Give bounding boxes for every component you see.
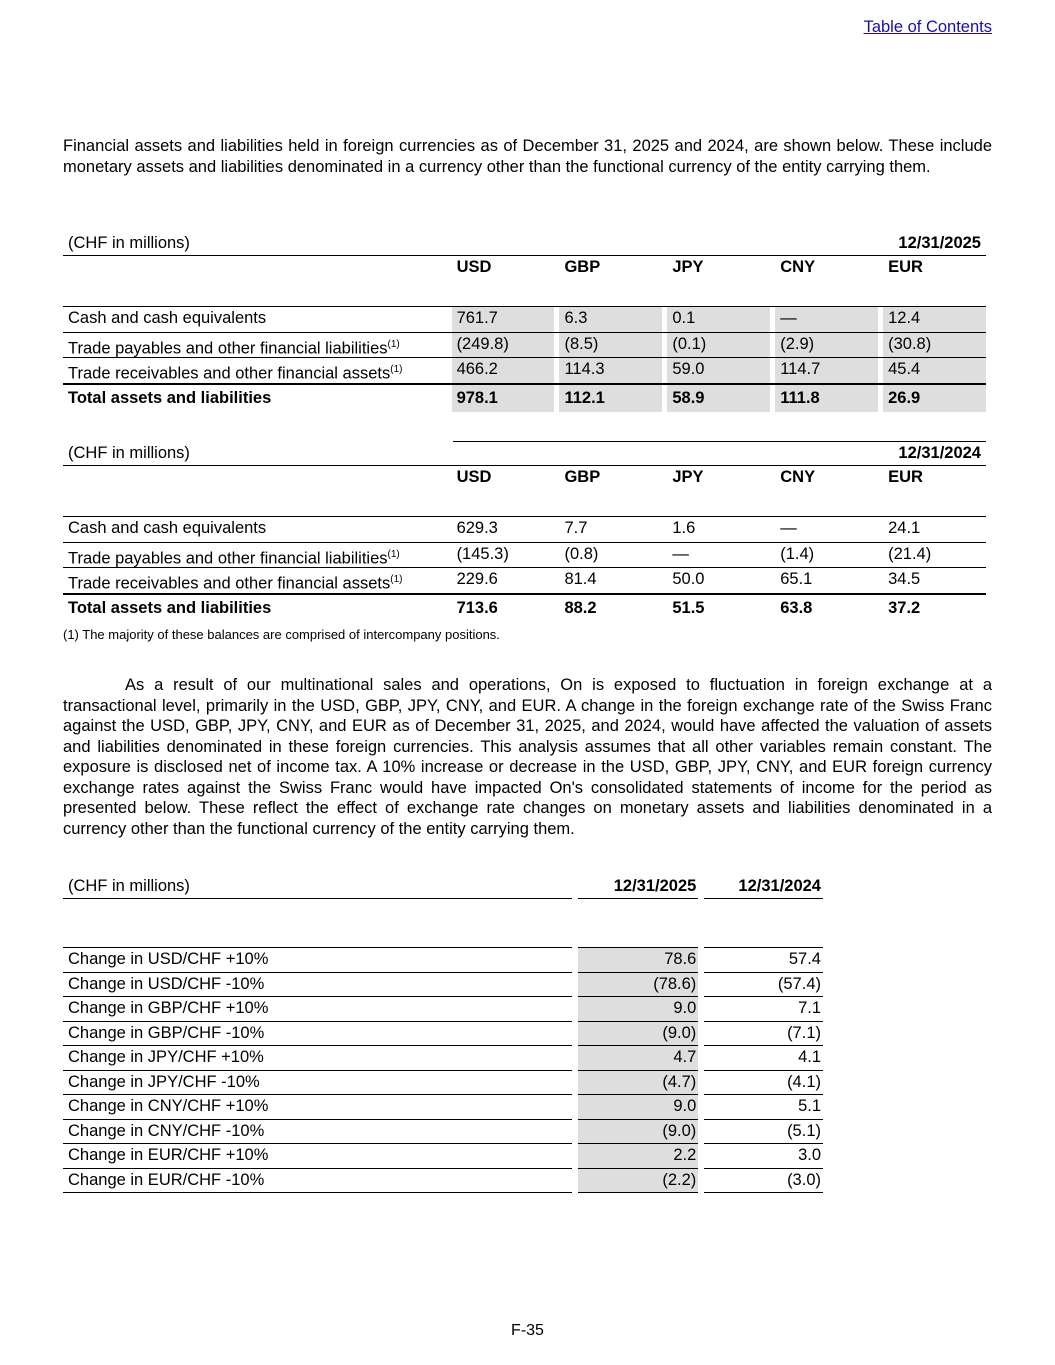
value-2025: (2.2)	[578, 1169, 699, 1194]
row-label: Total assets and liabilities	[68, 388, 272, 407]
table-cell: (145.3)	[456, 544, 509, 563]
table-row	[63, 973, 823, 998]
table-row	[63, 358, 986, 383]
table-cell: 0.1	[667, 307, 770, 332]
row-label: Change in USD/CHF +10%	[63, 948, 572, 973]
table-cell: 45.4	[883, 358, 986, 383]
table-row	[63, 517, 986, 543]
footnote-ref: (1)	[390, 364, 403, 375]
row-label: Change in CNY/CHF +10%	[63, 1095, 572, 1120]
table-cell: (21.4)	[888, 544, 932, 563]
row-label: Change in JPY/CHF -10%	[63, 1071, 572, 1096]
table-row	[63, 1095, 823, 1120]
column-header: JPY	[672, 468, 704, 486]
column-header-2025: 12/31/2025	[578, 873, 699, 899]
table-cell: 112.1	[559, 385, 662, 412]
table-cell: 81.4	[564, 570, 597, 588]
table-unit-label: (CHF in millions)	[68, 234, 190, 252]
table-row	[63, 1046, 823, 1071]
table-row	[63, 1144, 823, 1169]
table-cell: 50.0	[672, 570, 705, 588]
row-label: Trade payables and other financial liabilities	[68, 549, 388, 567]
column-header: CNY	[780, 468, 816, 486]
table-cell: 26.9	[883, 385, 986, 412]
table-cell: —	[672, 544, 689, 563]
value-2024: (4.1)	[704, 1071, 823, 1096]
table-row	[63, 1022, 823, 1047]
currency-table-2025	[63, 231, 986, 412]
footnote-ref: (1)	[387, 338, 400, 350]
table-cell: 978.1	[452, 385, 555, 412]
row-label: Trade receivables and other financial assets	[68, 574, 391, 593]
row-label: Cash and cash equivalents	[68, 309, 267, 327]
table-row	[63, 307, 986, 333]
footnote-ref: (1)	[387, 548, 400, 560]
total-row	[63, 383, 986, 412]
table-cell: 629.3	[456, 519, 498, 537]
table-cell: 229.6	[456, 570, 498, 588]
table-cell: 761.7	[452, 307, 555, 332]
column-header: GBP	[564, 468, 601, 486]
table-unit-label: (CHF in millions)	[63, 873, 572, 899]
row-label: Total assets and liabilities	[68, 598, 272, 617]
row-label: Cash and cash equivalents	[68, 519, 267, 537]
table-of-contents-link[interactable]: Table of Contents	[863, 18, 992, 36]
table-cell: 37.2	[888, 598, 921, 617]
row-label: Trade receivables and other financial assets	[68, 364, 391, 383]
analysis-paragraph: As a result of our multinational sales and operations, On is exposed to fluctuation in foreign exchange at a transactional level, primarily in the USD, GBP, JPY, CNY, and EUR. A change in the foreign exchange rate of the Swiss Franc against the USD, GBP, JPY, CNY, and EUR as of December 31, 2025, and 2024, would have affected the valuation of assets and liabilities denominated in these foreign currencies. This analysis assumes that all other variables remain constant. The exposure is disclosed net of income tax. A 10% increase or decrease in the USD, GBP, JPY, CNY, and EUR foreign currency exchange rates against the Swiss Franc would have impacted On's consolidated statements of income for the period as presented below. These reflect the effect of exchange rate changes on monetary assets and liabilities denominated in a currency other than the functional currency of the entity carrying them.	[63, 676, 992, 838]
table-cell: 6.3	[559, 307, 662, 332]
table-cell: (1.4)	[780, 544, 815, 563]
table-cell: (0.8)	[564, 544, 599, 563]
value-2025: 9.0	[578, 1095, 699, 1120]
table-cell: 88.2	[564, 598, 597, 617]
table-row	[63, 948, 823, 973]
table-cell: 111.8	[775, 385, 878, 412]
row-label: Change in GBP/CHF +10%	[63, 997, 572, 1022]
column-header: JPY	[672, 258, 704, 276]
value-2024: (5.1)	[704, 1120, 823, 1145]
column-header-2024: 12/31/2024	[704, 873, 823, 899]
table-date-header: 12/31/2024	[898, 444, 981, 462]
table-cell: (249.8)	[452, 333, 555, 358]
value-2024: 57.4	[704, 948, 823, 973]
table-cell: 65.1	[780, 570, 813, 588]
table-cell: 114.7	[775, 358, 878, 383]
table-cell: 24.1	[888, 519, 921, 537]
table-cell: 58.9	[667, 385, 770, 412]
row-label: Change in EUR/CHF -10%	[63, 1169, 572, 1194]
table-row	[63, 568, 986, 593]
currency-table-2024	[63, 441, 986, 622]
table-date-header: 12/31/2025	[898, 234, 981, 252]
value-2024: 7.1	[704, 997, 823, 1022]
table-row	[63, 1120, 823, 1145]
value-2024: 5.1	[704, 1095, 823, 1120]
column-header: GBP	[564, 258, 601, 276]
column-header: EUR	[888, 468, 923, 486]
row-label: Change in EUR/CHF +10%	[63, 1144, 572, 1169]
table-row	[63, 543, 986, 569]
value-2025: 2.2	[578, 1144, 699, 1169]
table-row	[63, 333, 986, 359]
table-cell: 7.7	[564, 519, 588, 537]
row-label: Change in GBP/CHF -10%	[63, 1022, 572, 1047]
table-cell: —	[775, 307, 878, 332]
value-2025: (9.0)	[578, 1120, 699, 1145]
value-2025: 9.0	[578, 997, 699, 1022]
value-2025: (9.0)	[578, 1022, 699, 1047]
column-header: USD	[456, 258, 492, 276]
row-label: Change in CNY/CHF -10%	[63, 1120, 572, 1145]
value-2024: 4.1	[704, 1046, 823, 1071]
value-2024: (57.4)	[704, 973, 823, 998]
value-2025: (78.6)	[578, 973, 699, 998]
table-row	[63, 1071, 823, 1096]
value-2024: 3.0	[704, 1144, 823, 1169]
table-unit-label: (CHF in millions)	[68, 444, 190, 462]
value-2024: (3.0)	[704, 1169, 823, 1194]
table-cell: (2.9)	[775, 333, 878, 358]
column-header: CNY	[780, 258, 816, 276]
value-2025: 4.7	[578, 1046, 699, 1071]
value-2024: (7.1)	[704, 1022, 823, 1047]
table-cell: 51.5	[672, 598, 705, 617]
total-row	[63, 593, 986, 622]
table-cell: 12.4	[883, 307, 986, 332]
column-header: EUR	[888, 258, 923, 276]
table-cell: 713.6	[456, 598, 498, 617]
table-row	[63, 1169, 823, 1194]
footnote: (1) The majority of these balances are comprised of intercompany positions.	[63, 627, 500, 642]
table-cell: (0.1)	[667, 333, 770, 358]
sensitivity-table	[63, 873, 823, 1193]
column-header: USD	[456, 468, 492, 486]
table-cell: 1.6	[672, 519, 696, 537]
table-cell: (8.5)	[559, 333, 662, 358]
value-2025: (4.7)	[578, 1071, 699, 1096]
value-2025: 78.6	[578, 948, 699, 973]
table-cell: 34.5	[888, 570, 921, 588]
table-cell: (30.8)	[883, 333, 986, 358]
intro-paragraph: Financial assets and liabilities held in foreign currencies as of December 31, 2025 and 2024, are shown below. These include monetary assets and liabilities denominated in a currency other than the functional currency of the entity carrying them.	[63, 137, 992, 176]
table-row	[63, 997, 823, 1022]
row-label: Trade payables and other financial liabilities	[68, 339, 388, 357]
table-cell: —	[780, 519, 797, 537]
table-cell: 59.0	[667, 358, 770, 383]
footnote-ref: (1)	[390, 574, 403, 585]
page-number: F-35	[511, 1322, 544, 1339]
row-label: Change in USD/CHF -10%	[63, 973, 572, 998]
table-cell: 63.8	[780, 598, 813, 617]
row-label: Change in JPY/CHF +10%	[63, 1046, 572, 1071]
table-cell: 466.2	[452, 358, 555, 383]
table-cell: 114.3	[559, 358, 662, 383]
